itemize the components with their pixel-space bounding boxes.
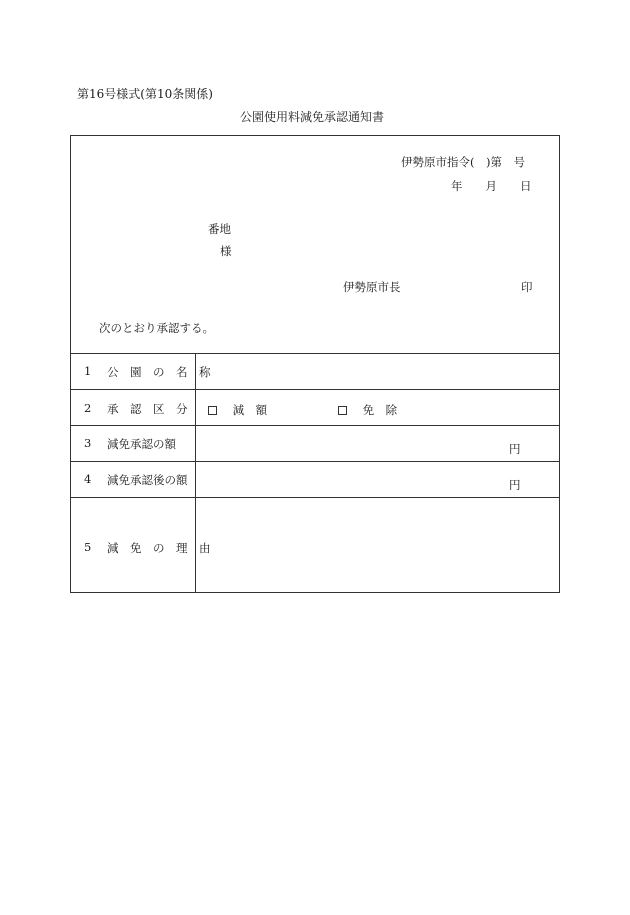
row-4-unit: 円 — [509, 478, 521, 492]
issue-date: 年 月 日 — [451, 179, 532, 193]
seal-mark: 印 — [521, 280, 533, 294]
park-name-field[interactable] — [196, 354, 560, 389]
document-title: 公園使用料減免承認通知書 — [240, 110, 385, 124]
recipient-honorific: 様 — [220, 244, 232, 258]
row-3-unit: 円 — [509, 442, 521, 456]
row-3-number: 3 — [84, 436, 92, 450]
row-5-number: 5 — [84, 540, 92, 554]
amount-after-reduction-field[interactable] — [196, 462, 560, 497]
approved-reduction-amount-field[interactable] — [196, 426, 560, 461]
row-4-label: 減免承認後の額 — [107, 473, 188, 487]
form-number-label: 第16号様式(第10条関係) — [77, 87, 213, 101]
row-4-number: 4 — [84, 472, 92, 486]
row-1-number: 1 — [84, 364, 92, 378]
exemption-option[interactable] — [338, 402, 397, 418]
exemption-checkbox[interactable] — [338, 406, 347, 415]
reduction-reason-field[interactable] — [196, 498, 560, 593]
reduction-option-label: 減 額 — [232, 403, 268, 417]
row-1-label: 公 園 の 名 称 — [107, 365, 211, 379]
address-suffix: 番地 — [208, 222, 231, 236]
row-2-number: 2 — [84, 401, 92, 415]
exemption-option-label: 免 除 — [362, 403, 398, 417]
reduction-checkbox[interactable] — [208, 406, 217, 415]
issuer-name: 伊勢原市長 — [343, 280, 401, 294]
row-2-label: 承 認 区 分 — [107, 402, 188, 416]
body-text: 次のとおり承認する。 — [99, 321, 214, 335]
row-3-label: 減免承認の額 — [107, 437, 176, 451]
reduction-option[interactable] — [208, 402, 267, 418]
row-divider — [71, 389, 559, 390]
row-5-label: 減 免 の 理 由 — [107, 541, 211, 555]
document-number: 伊勢原市指令( )第 号 — [401, 155, 525, 169]
notice-form-box — [70, 135, 560, 593]
